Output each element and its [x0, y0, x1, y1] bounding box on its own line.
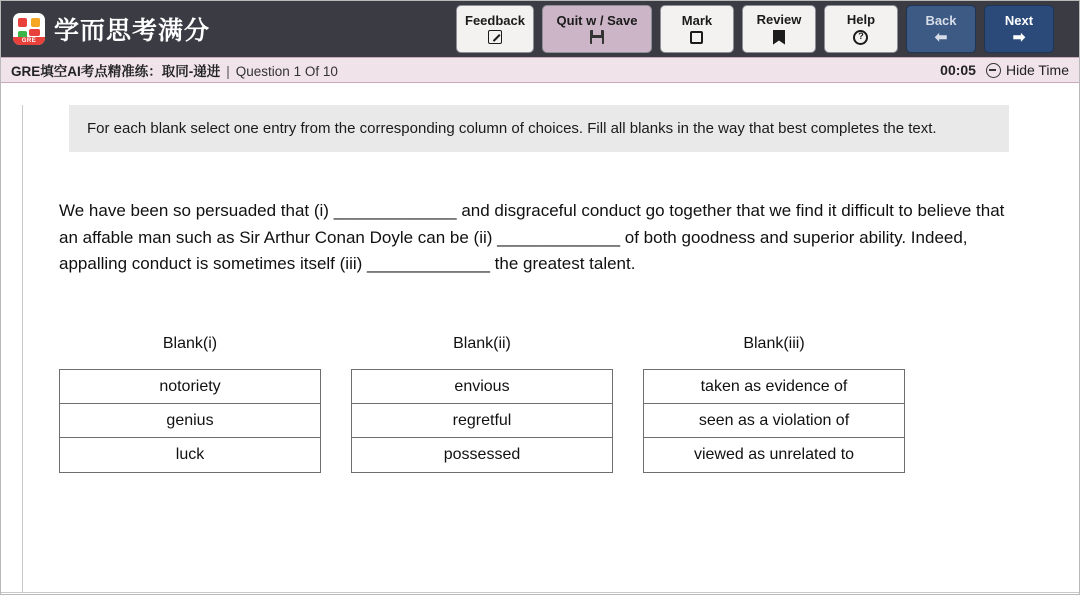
blank-1-label: Blank(i): [162, 335, 218, 353]
feedback-button[interactable]: [456, 5, 534, 53]
timer-display: 00:05: [940, 62, 976, 78]
quit-label: Quit w / Save: [556, 12, 638, 28]
pencil-square-icon: [488, 30, 502, 44]
minus-circle-icon: [986, 63, 1001, 78]
passage-text: We have been so persuaded that (i) _____________ and disgraceful conduct go together that we find it difficult to believe that an affable man such as Sir Arthur Conan Doyle can be (ii) _____________ of both goodness and superior ability. Indeed, appalling conduct is sometimes itself (iii) _____________ the greatest talent.: [59, 201, 1005, 273]
review-label: Review: [756, 12, 802, 28]
square-icon: [690, 31, 703, 44]
blank-2-option-1[interactable]: envious: [352, 370, 612, 404]
feedback-label: Feedback: [465, 12, 525, 28]
blank-2-choices: [351, 369, 613, 473]
answer-columns: [1, 335, 1079, 473]
blank-column-3: [643, 335, 905, 473]
arrow-right-icon: ➡: [1012, 28, 1026, 46]
blank-3-option-1[interactable]: taken as evidence of: [644, 370, 904, 404]
blank-2-option-2[interactable]: regretful: [352, 404, 612, 438]
quit-with-save-button[interactable]: [542, 5, 652, 53]
help-button[interactable]: [824, 5, 898, 53]
blank-1-option-3[interactable]: luck: [60, 438, 320, 472]
blank-3-label: Blank(iii): [743, 335, 805, 353]
blank-1-choices: [59, 369, 321, 473]
question-circle-icon: ?: [853, 30, 868, 45]
blank-3-option-3[interactable]: viewed as unrelated to: [644, 438, 904, 472]
mark-button[interactable]: [660, 5, 734, 53]
info-separator: |: [226, 64, 230, 79]
blank-2-label: Blank(ii): [453, 335, 511, 353]
brand-title: 学而思考满分: [54, 17, 211, 45]
blank-column-1: [59, 335, 321, 473]
section-title: GRE填空AI考点精准练：: [11, 64, 162, 79]
question-info-bar: [1, 57, 1079, 83]
left-rail: [1, 105, 23, 595]
bookmark-icon: [773, 30, 785, 45]
directions-box: For each blank select one entry from the corresponding column of choices. Fill all blanks in the way that best completes the text.: [69, 105, 1009, 152]
mark-label: Mark: [681, 13, 713, 29]
back-button[interactable]: [906, 5, 976, 53]
brand-logo-icon: [13, 13, 45, 45]
info-bar-left: [11, 60, 338, 80]
toolbar-buttons: [456, 5, 1054, 53]
info-bar-right: [940, 62, 1069, 78]
arrow-left-icon: ⬅: [934, 28, 948, 46]
hide-time-label: Hide Time: [1005, 62, 1069, 78]
blank-column-2: [351, 335, 613, 473]
next-label: Next: [1004, 13, 1034, 29]
blank-2-option-3[interactable]: possessed: [352, 438, 612, 472]
review-button[interactable]: [742, 5, 816, 53]
floppy-save-icon: [590, 30, 604, 44]
question-content: [1, 105, 1079, 595]
blank-1-option-2[interactable]: genius: [60, 404, 320, 438]
blank-1-option-1[interactable]: notoriety: [60, 370, 320, 404]
brand: [13, 11, 210, 47]
question-counter: Question 1 Of 10: [235, 64, 338, 79]
logo-tag-label: GRE: [13, 37, 45, 45]
next-button[interactable]: [984, 5, 1054, 53]
blank-3-option-2[interactable]: seen as a violation of: [644, 404, 904, 438]
top-toolbar: [1, 1, 1079, 57]
help-label: Help: [846, 12, 876, 28]
blank-3-choices: [643, 369, 905, 473]
section-subtitle: 取同-递进: [161, 64, 221, 79]
hide-time-button[interactable]: [986, 62, 1069, 78]
back-label: Back: [925, 13, 957, 29]
